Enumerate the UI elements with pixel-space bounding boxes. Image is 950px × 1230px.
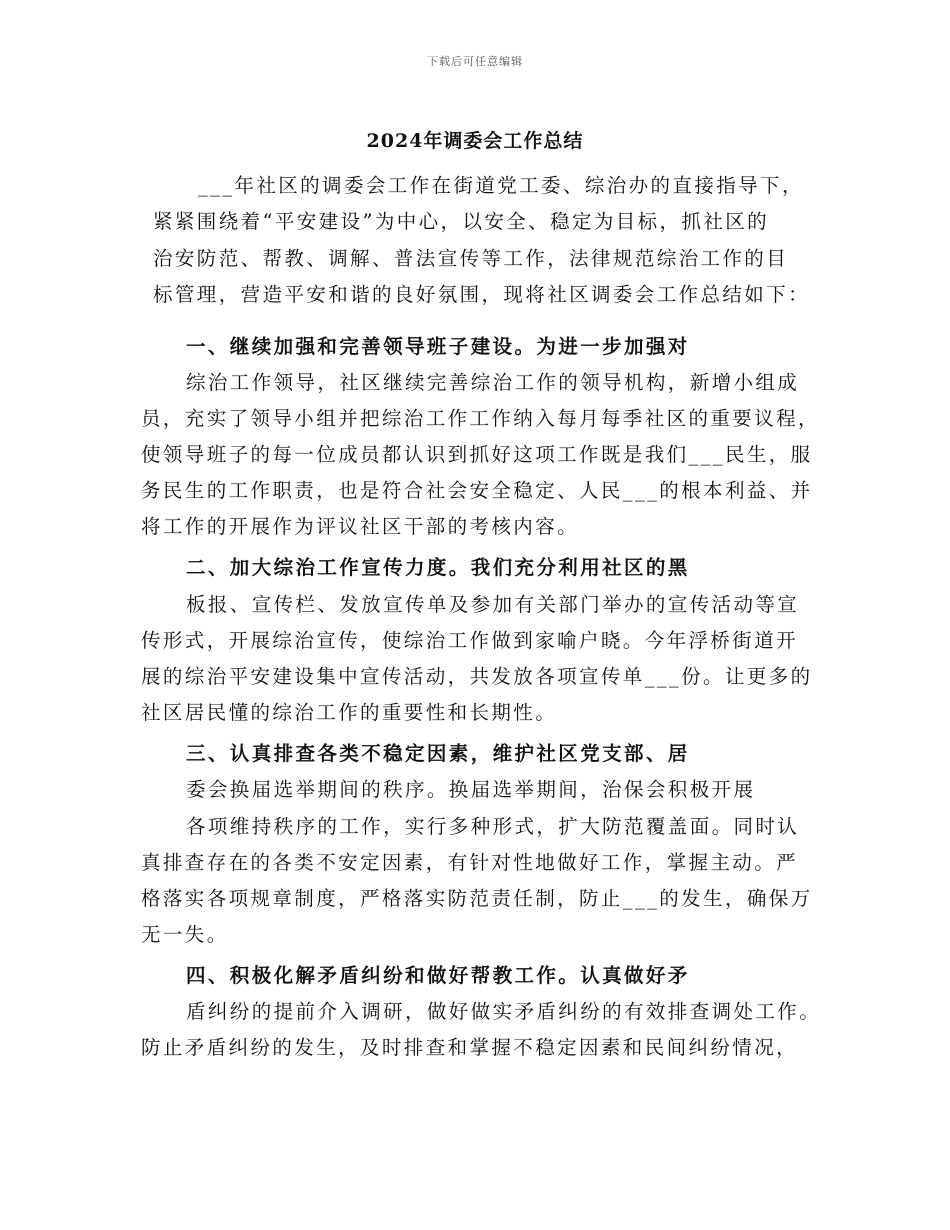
paragraph-line: 无一失。: [141, 923, 229, 946]
paragraph-line: 委会换届选举期间的秩序。换届选举期间，治保会积极开展: [186, 778, 756, 801]
paragraph-line: 盾纠纷的提前介入调研，做好做实矛盾纠纷的有效排查调处工作。: [186, 1000, 822, 1023]
paragraph-line: 使领导班子的每一位成员都认识到抓好这项工作既是我们___民生，服: [141, 443, 813, 466]
paragraph-line: 传形式，开展综治宣传，使综治工作做到家喻户晓。今年浮桥街道开: [141, 629, 799, 652]
paragraph-line: 展的综治平安建设集中宣传活动，共发放各项宣传单___份。让更多的: [141, 665, 813, 688]
paragraph-line: 员，充实了领导小组并把综治工作工作纳入每月每季社区的重要议程，: [141, 407, 820, 430]
section-heading-1: 一、继续加强和完善领导班子建设。为进一步加强对: [186, 335, 690, 358]
paragraph-line: 社区居民懂的综治工作的重要性和长期性。: [141, 701, 558, 724]
page-header-note: 下载后可任意编辑: [427, 55, 523, 68]
section-heading-2: 二、加大综治工作宣传力度。我们充分利用社区的黑: [186, 556, 690, 579]
paragraph-line: 防止矛盾纠纷的发生，及时排查和掌握不稳定因素和民间纠纷情况，: [141, 1036, 799, 1059]
paragraph-line: 板报、宣传栏、发放宣传单及参加有关部门举办的宣传活动等宣: [186, 593, 800, 616]
paragraph-line: 综治工作领导，社区继续完善综治工作的领导机构，新增小组成: [186, 371, 800, 394]
paragraph-line: 紧紧围绕着“平安建设”为中心，以安全、稳定为目标，抓社区的: [153, 210, 770, 233]
paragraph-line: 真排查存在的各类不安定因素，有针对性地做好工作，掌握主动。严: [141, 851, 799, 874]
paragraph-line: 治安防范、帮教、调解、普法宣传等工作，法律规范综治工作的目: [153, 247, 789, 270]
section-heading-3: 三、认真排查各类不稳定因素，维护社区党支部、居: [186, 742, 690, 765]
paragraph-line: 将工作的开展作为评议社区干部的考核内容。: [141, 515, 580, 538]
paragraph-line: 格落实各项规章制度，严格落实防范责任制，防止___的发生，确保万: [141, 887, 813, 910]
paragraph-line: 各项维持秩序的工作，实行多种形式，扩大防范覆盖面。同时认: [186, 815, 800, 838]
document-title: 2024年调委会工作总结: [366, 130, 584, 152]
section-heading-4: 四、积极化解矛盾纠纷和做好帮教工作。认真做好矛: [186, 964, 690, 987]
paragraph-line: ___年社区的调委会工作在街道党工委、综治办的直接指导下，: [198, 174, 804, 197]
paragraph-line: 务民生的工作职责，也是符合社会安全稳定、人民___的根本利益、并: [141, 479, 813, 502]
paragraph-line: 标管理，营造平安和谐的良好氛围，现将社区调委会工作总结如下：: [153, 283, 811, 306]
